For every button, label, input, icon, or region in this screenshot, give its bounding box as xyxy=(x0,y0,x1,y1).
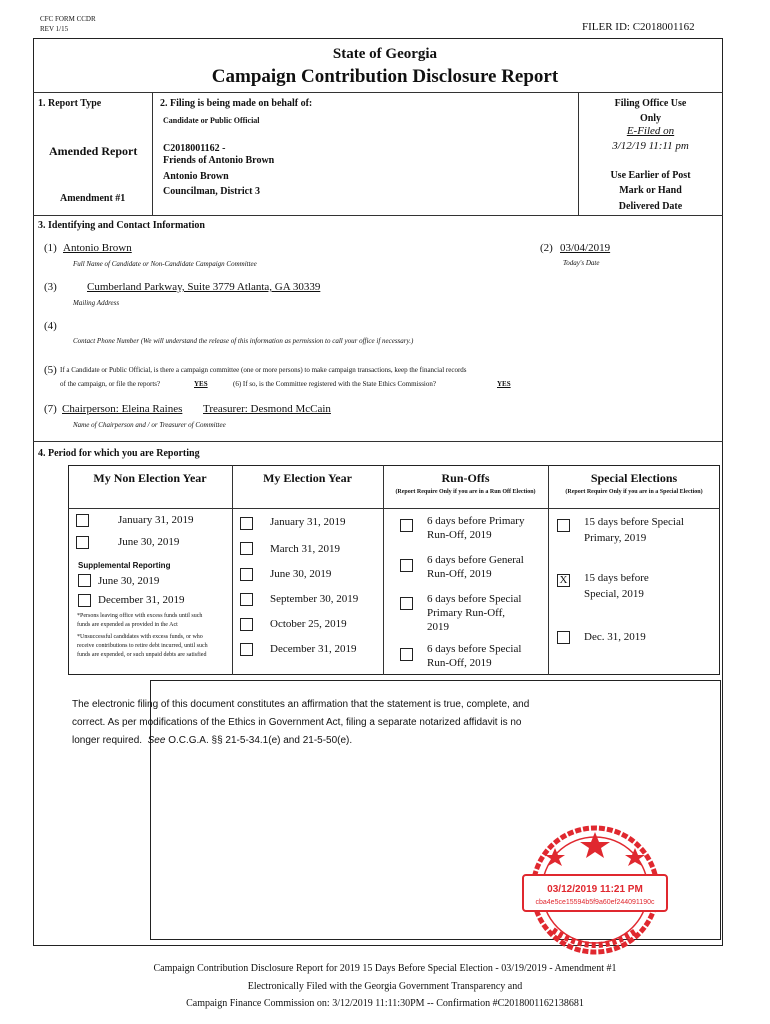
special-note: (Report Require Only if you are in a Special Election) xyxy=(565,489,703,495)
chairperson: Chairperson: Eleina Raines xyxy=(62,403,183,415)
item-number: (1) xyxy=(44,242,57,254)
candidate-name: Antonio Brown xyxy=(163,171,229,182)
report-title: Campaign Contribution Disclosure Report xyxy=(211,66,559,87)
footer-line: Campaign Contribution Disclosure Report for 2019 15 Days Before Special Election - 03/19/2019 - Amendment #1 xyxy=(153,963,617,974)
period-option: 6 days before Special Run-Off, 2019 xyxy=(427,643,522,669)
col-runoffs: Run-Offs xyxy=(441,471,490,485)
period-option: March 31, 2019 xyxy=(270,543,340,555)
checkbox[interactable] xyxy=(240,517,253,530)
period-option: January 31, 2019 xyxy=(270,516,346,528)
filer-id: FILER ID: C2018001162 xyxy=(582,21,695,33)
efiled-date: 3/12/19 11:11 pm xyxy=(612,140,689,152)
period-option: Dec. 31, 2019 xyxy=(584,631,646,643)
checkbox[interactable] xyxy=(240,643,253,656)
divider xyxy=(33,441,723,442)
col-non-election: My Non Election Year xyxy=(93,471,207,485)
todays-date-label: Today's Date xyxy=(563,259,600,267)
checkbox[interactable] xyxy=(76,514,89,527)
question-5-cont: of the campaign, or file the reports? xyxy=(60,380,161,388)
item-number: (3) xyxy=(44,281,57,293)
filing-note: Use Earlier of Post xyxy=(610,170,691,181)
col-election: My Election Year xyxy=(263,471,352,485)
divider xyxy=(383,465,384,675)
efiled-label: E-Filed on xyxy=(626,125,675,137)
state-title: State of Georgia xyxy=(332,46,438,62)
report-type-value: Amended Report xyxy=(49,144,138,158)
chairperson-label: Name of Chairperson and / or Treasurer of Committee xyxy=(73,421,226,429)
divider xyxy=(33,92,723,93)
full-name-value: Antonio Brown xyxy=(63,242,132,254)
form-revision: REV 1/15 xyxy=(40,25,69,33)
period-option: June 30, 2019 xyxy=(270,568,332,580)
item-number: (4) xyxy=(44,320,57,332)
supplemental-title: Supplemental Reporting xyxy=(78,561,171,570)
amendment-number: Amendment #1 xyxy=(60,193,126,204)
treasurer: Treasurer: Desmond McCain xyxy=(203,403,331,415)
mailing-address-label: Mailing Address xyxy=(73,299,120,307)
behalf-of-type: Candidate or Public Official xyxy=(163,116,260,125)
committee-name: Friends of Antonio Brown xyxy=(163,155,275,166)
seal-stamp-icon xyxy=(515,820,675,970)
question-5-answer: YES xyxy=(194,380,208,388)
section-1-heading: 1. Report Type xyxy=(38,98,102,109)
supplemental-note: *Persons leaving office with excess funds until such funds are expended as provided in the Act xyxy=(77,613,203,628)
runoffs-note: (Report Require Only if you are in a Run Off Election) xyxy=(395,489,536,495)
question-5: If a Candidate or Public Official, is there a campaign committee (one or more persons) to make campaign transactions, keep the financial records xyxy=(60,366,467,374)
period-option: 6 days before Special Primary Run-Off, 2019 xyxy=(427,593,522,633)
divider xyxy=(152,92,153,215)
filing-office-label: Filing Office Use xyxy=(614,98,687,109)
filing-note: Mark or Hand xyxy=(619,185,682,196)
period-option: June 30, 2019 xyxy=(98,575,160,587)
section-4-heading: 4. Period for which you are Reporting xyxy=(38,448,200,459)
candidate-office: Councilman, District 3 xyxy=(163,186,260,197)
item-number: (7) xyxy=(44,403,57,415)
period-option: 6 days before General Run-Off, 2019 xyxy=(427,554,524,580)
affirmation-see: See xyxy=(147,735,166,746)
question-6-answer: YES xyxy=(497,380,511,388)
filing-note: Delivered Date xyxy=(618,201,683,212)
divider xyxy=(68,508,720,509)
checkbox[interactable] xyxy=(400,597,413,610)
checkbox[interactable] xyxy=(240,542,253,555)
checkbox[interactable] xyxy=(240,568,253,581)
checkbox[interactable] xyxy=(240,593,253,606)
period-option: 15 days before Special Primary, 2019 xyxy=(584,516,684,544)
mailing-address-value: Cumberland Parkway, Suite 3779 Atlanta, GA 30339 xyxy=(87,281,321,293)
checkbox[interactable] xyxy=(240,618,253,631)
checkbox[interactable] xyxy=(400,519,413,532)
section-3-heading: 3. Identifying and Contact Information xyxy=(38,220,205,231)
checkbox[interactable] xyxy=(400,648,413,661)
checkbox[interactable] xyxy=(78,594,91,607)
checkbox[interactable] xyxy=(76,536,89,549)
filer-line: C2018001162 - xyxy=(163,143,226,154)
period-option: September 30, 2019 xyxy=(270,593,359,605)
affirmation-text: The electronic filing of this document constitutes an affirmation that the statement is true, complete, and xyxy=(72,699,530,710)
divider xyxy=(33,215,723,216)
period-option: December 31, 2019 xyxy=(270,643,357,655)
divider xyxy=(232,465,233,675)
affirmation-text: longer required. xyxy=(72,735,143,746)
todays-date-value: 03/04/2019 xyxy=(560,242,611,254)
item-number: (5) xyxy=(44,364,57,376)
checkbox[interactable] xyxy=(400,559,413,572)
period-option: January 31, 2019 xyxy=(118,514,194,526)
phone-label: Contact Phone Number (We will understand the release of this information as permission to call your office if necessary.) xyxy=(73,337,414,345)
filing-office-only: Only xyxy=(639,113,662,124)
stamp-hash: cba4e5ce15594b5f9a60ef244091190c xyxy=(535,899,655,906)
period-option: June 30, 2019 xyxy=(118,536,180,548)
supplemental-note: *Unsuccessful candidates with excess funds, or who receive contributions to retire debt incurred, until such funds are expended, or such unpaid debts are satisfied xyxy=(77,634,208,658)
checkbox-checked[interactable]: X xyxy=(557,574,570,587)
affirmation-text-cont xyxy=(72,735,352,746)
checkbox[interactable] xyxy=(557,519,570,532)
period-option: 6 days before Primary Run-Off, 2019 xyxy=(427,515,525,541)
item-number: (2) xyxy=(540,242,553,254)
footer-line: Electronically Filed with the Georgia Government Transparency and xyxy=(247,981,523,992)
period-option: 15 days before Special, 2019 xyxy=(584,572,649,600)
period-option: December 31, 2019 xyxy=(98,594,185,606)
divider xyxy=(578,92,579,215)
question-6: (6) If so, is the Committee registered with the State Ethics Commission? xyxy=(233,380,436,388)
footer-line: Campaign Finance Commission on: 3/12/2019 11:11:30PM -- Confirmation #C2018001162138681 xyxy=(186,998,584,1009)
stamp-datetime: 03/12/2019 11:21 PM xyxy=(547,884,643,895)
period-option: October 25, 2019 xyxy=(270,618,347,630)
col-special: Special Elections xyxy=(590,471,678,485)
divider xyxy=(548,465,549,675)
form-number: CFC FORM CCDR xyxy=(40,15,96,23)
affirmation-text: correct. As per modifications of the Ethics in Government Act, filing a separate notarized affidavit is no xyxy=(72,717,522,728)
checkbox[interactable] xyxy=(557,631,570,644)
checkbox[interactable] xyxy=(78,574,91,587)
full-name-label: Full Name of Candidate or Non-Candidate Campaign Committee xyxy=(73,260,257,268)
section-2-heading: 2. Filing is being made on behalf of: xyxy=(160,98,313,109)
affirmation-citation: O.C.G.A. §§ 21-5-34.1(e) and 21-5-50(e). xyxy=(168,735,353,746)
